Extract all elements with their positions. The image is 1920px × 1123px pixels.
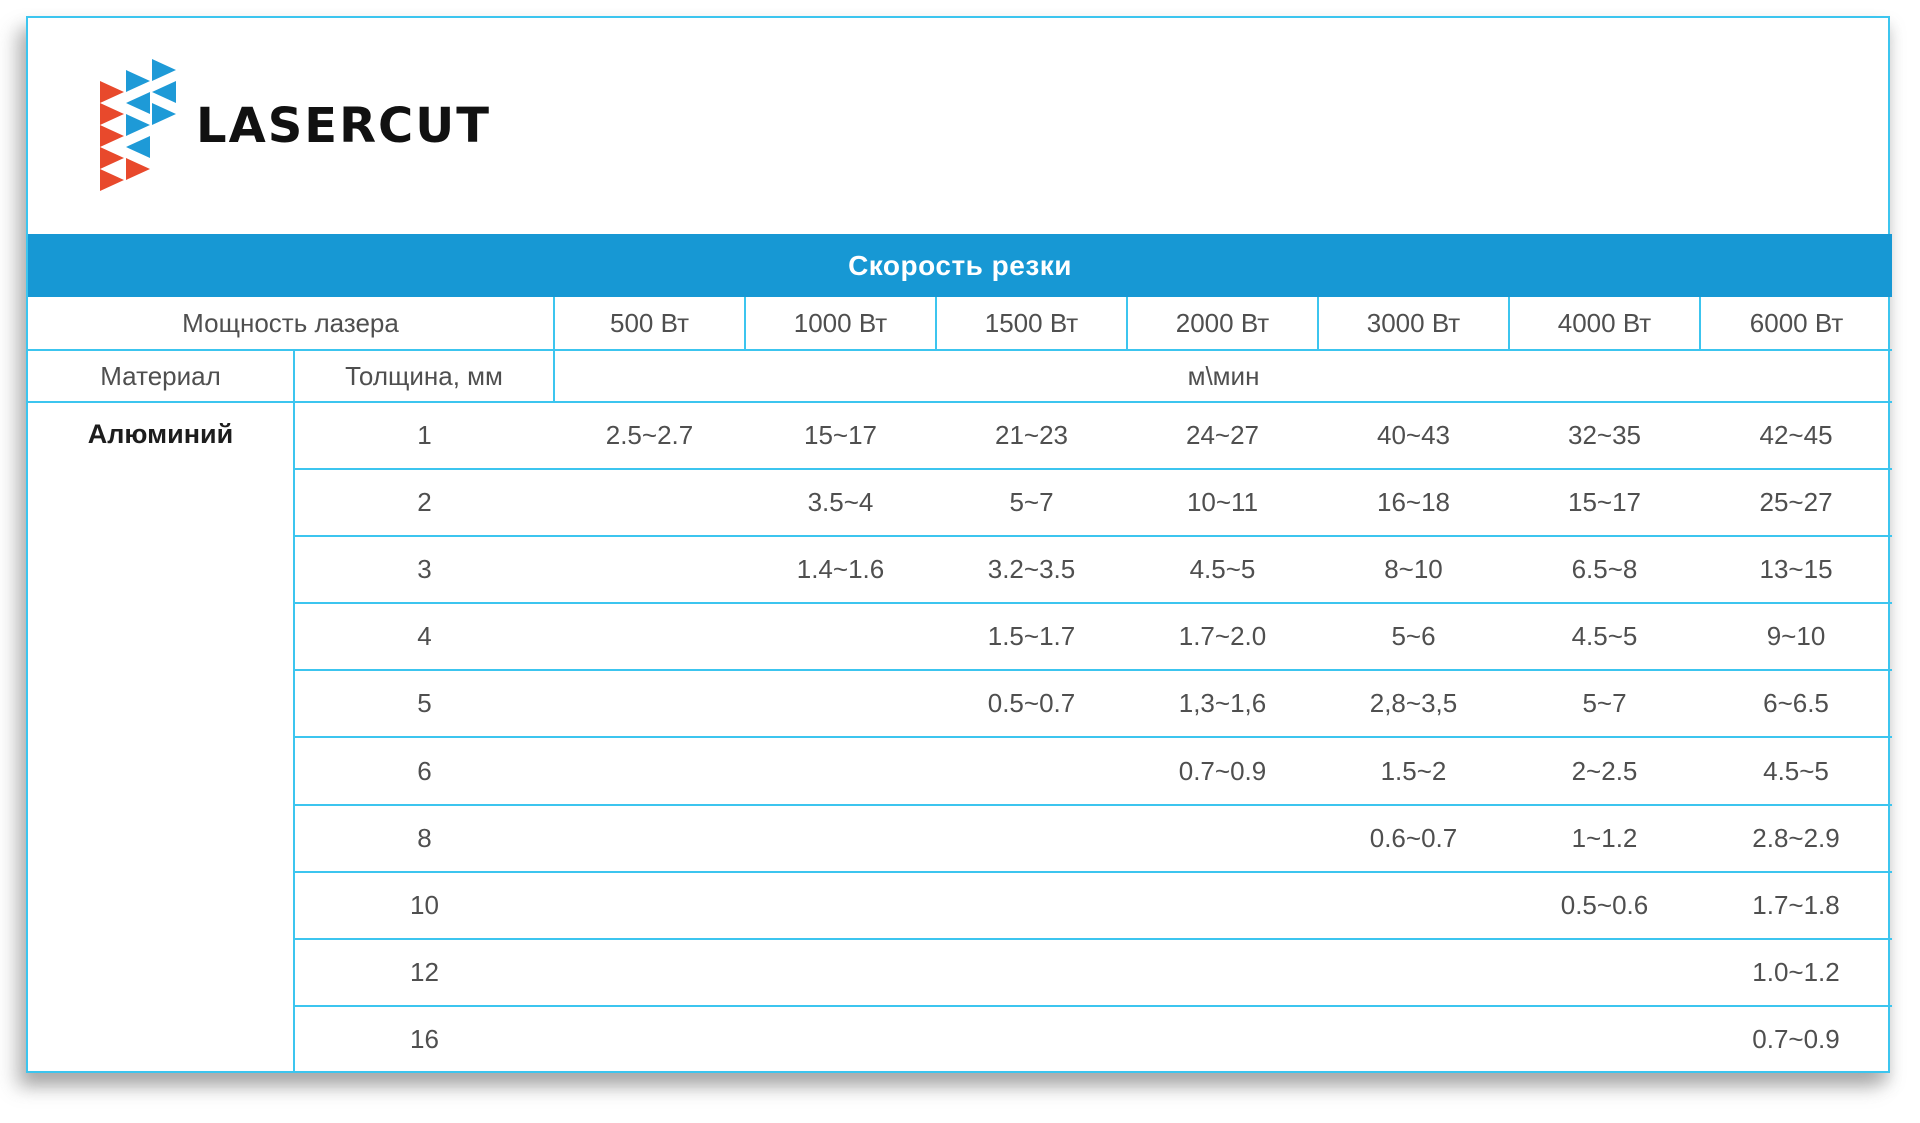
- thickness-cell: 1: [417, 420, 432, 451]
- value-cell: 42~45: [1759, 420, 1833, 451]
- value-cell: 2,8~3,5: [1318, 670, 1509, 737]
- cutting-speed-table: [28, 234, 1892, 1073]
- value-cell: 3.2~3.5: [936, 536, 1127, 603]
- value-cell: 1,3~1,6: [1127, 670, 1318, 737]
- value-cell: 5~7: [1509, 670, 1700, 737]
- table-row: [28, 603, 1892, 670]
- value-cell: [745, 805, 936, 872]
- value-cell: 1.5~1.7: [936, 603, 1127, 670]
- value-cell: [554, 1006, 745, 1073]
- value-cell: [554, 469, 745, 536]
- value-cell: 21~23: [994, 420, 1069, 451]
- value-cell: [936, 1006, 1127, 1073]
- table-row: [28, 536, 1892, 603]
- table-title: Скорость резки: [28, 234, 1892, 297]
- table-row: [28, 805, 1892, 872]
- value-cell: 4.5~5: [1509, 603, 1700, 670]
- value-cell: [936, 939, 1127, 1006]
- power-column-3000w: 3000 Вт: [1318, 297, 1509, 350]
- value-cell: 0.6~0.7: [1318, 805, 1509, 872]
- value-cell: 5~6: [1318, 603, 1509, 670]
- value-cell: 15~17: [803, 420, 878, 451]
- power-header-label: Мощность лазера: [28, 297, 554, 350]
- value-cell: [1509, 939, 1700, 1006]
- value-cell: 32~35: [1567, 420, 1642, 451]
- value-cell: 1.5~2: [1318, 737, 1509, 804]
- value-cell: [745, 737, 936, 804]
- value-cell: 1~1.2: [1509, 805, 1700, 872]
- value-cell: [554, 670, 745, 737]
- value-cell: 1.7~2.0: [1127, 603, 1318, 670]
- brand-name: LASERCUT: [196, 98, 491, 154]
- table-row: [28, 1006, 1892, 1073]
- value-cell: 15~17: [1509, 469, 1700, 536]
- power-column-2000w: 2000 Вт: [1127, 297, 1318, 350]
- thickness-cell: 8: [294, 805, 554, 872]
- value-cell: [554, 603, 745, 670]
- thickness-cell: 3: [294, 536, 554, 603]
- thickness-cell: 6: [294, 737, 554, 804]
- value-cell: 3.5~4: [745, 469, 936, 536]
- sub-header-row: [28, 350, 1892, 402]
- table-row: [28, 670, 1892, 737]
- thickness-cell: 12: [294, 939, 554, 1006]
- material-name-cell: Алюминий: [28, 402, 294, 1073]
- value-cell: 0.7~0.9: [1127, 737, 1318, 804]
- value-cell: [1318, 939, 1509, 1006]
- value-cell: [554, 737, 745, 804]
- value-cell: [936, 805, 1127, 872]
- value-cell: [745, 872, 936, 939]
- thickness-header: Толщина, мм: [294, 350, 554, 402]
- value-cell: 0.7~0.9: [1700, 1006, 1892, 1073]
- value-cell: [745, 670, 936, 737]
- value-cell: 0.5~0.7: [936, 670, 1127, 737]
- thickness-cell: 4: [294, 603, 554, 670]
- value-cell: 10~11: [1127, 469, 1318, 536]
- table-row: [28, 939, 1892, 1006]
- value-cell: [554, 939, 745, 1006]
- units-label: м\мин: [554, 350, 1892, 402]
- value-cell: [745, 603, 936, 670]
- value-cell: 4.5~5: [1700, 737, 1892, 804]
- power-column-500w: 500 Вт: [554, 297, 745, 350]
- value-cell: 1.7~1.8: [1700, 872, 1892, 939]
- value-cell: 40~43: [1376, 420, 1451, 451]
- power-column-4000w: 4000 Вт: [1509, 297, 1700, 350]
- thickness-cell: 5: [294, 670, 554, 737]
- power-column-1000w: 1000 Вт: [745, 297, 936, 350]
- value-cell: 9~10: [1700, 603, 1892, 670]
- value-cell: [936, 737, 1127, 804]
- value-cell: [554, 872, 745, 939]
- value-cell: 1.4~1.6: [745, 536, 936, 603]
- value-cell: [1127, 939, 1318, 1006]
- value-cell: 0.5~0.6: [1509, 872, 1700, 939]
- lasercut-logo-icon: [100, 59, 178, 193]
- value-cell: 2.8~2.9: [1700, 805, 1892, 872]
- value-cell: 6~6.5: [1700, 670, 1892, 737]
- value-cell: 16~18: [1318, 469, 1509, 536]
- spec-card: [26, 16, 1890, 1073]
- material-header: Материал: [28, 350, 294, 402]
- value-cell: 8~10: [1318, 536, 1509, 603]
- value-cell: [745, 1006, 936, 1073]
- value-cell: 1.0~1.2: [1700, 939, 1892, 1006]
- value-cell: [1318, 872, 1509, 939]
- power-column-1500w: 1500 Вт: [936, 297, 1127, 350]
- value-cell: 5~7: [936, 469, 1127, 536]
- value-cell: [745, 939, 936, 1006]
- value-cell: [554, 805, 745, 872]
- table-row: [28, 872, 1892, 939]
- table-row: [28, 402, 1892, 469]
- thickness-cell: 2: [294, 469, 554, 536]
- data-rows: [28, 402, 1892, 1073]
- value-cell: 13~15: [1700, 536, 1892, 603]
- power-column-6000w: 6000 Вт: [1700, 297, 1892, 350]
- value-cell: 4.5~5: [1127, 536, 1318, 603]
- value-cell: [1318, 1006, 1509, 1073]
- thickness-cell: 16: [294, 1006, 554, 1073]
- value-cell: [936, 872, 1127, 939]
- table-row: [28, 737, 1892, 804]
- value-cell: [1509, 1006, 1700, 1073]
- value-cell: 24~27: [1185, 420, 1260, 451]
- value-cell: 2.5~2.7: [605, 420, 694, 451]
- value-cell: 2~2.5: [1509, 737, 1700, 804]
- value-cell: [1127, 872, 1318, 939]
- value-cell: 25~27: [1700, 469, 1892, 536]
- value-cell: [1127, 1006, 1318, 1073]
- value-cell: [554, 536, 745, 603]
- thickness-cell: 10: [294, 872, 554, 939]
- power-header-row: [28, 297, 1892, 350]
- value-cell: 6.5~8: [1509, 536, 1700, 603]
- value-cell: [1127, 805, 1318, 872]
- table-row: [28, 469, 1892, 536]
- brand-header: [28, 18, 1888, 234]
- table-title-row: [28, 234, 1892, 297]
